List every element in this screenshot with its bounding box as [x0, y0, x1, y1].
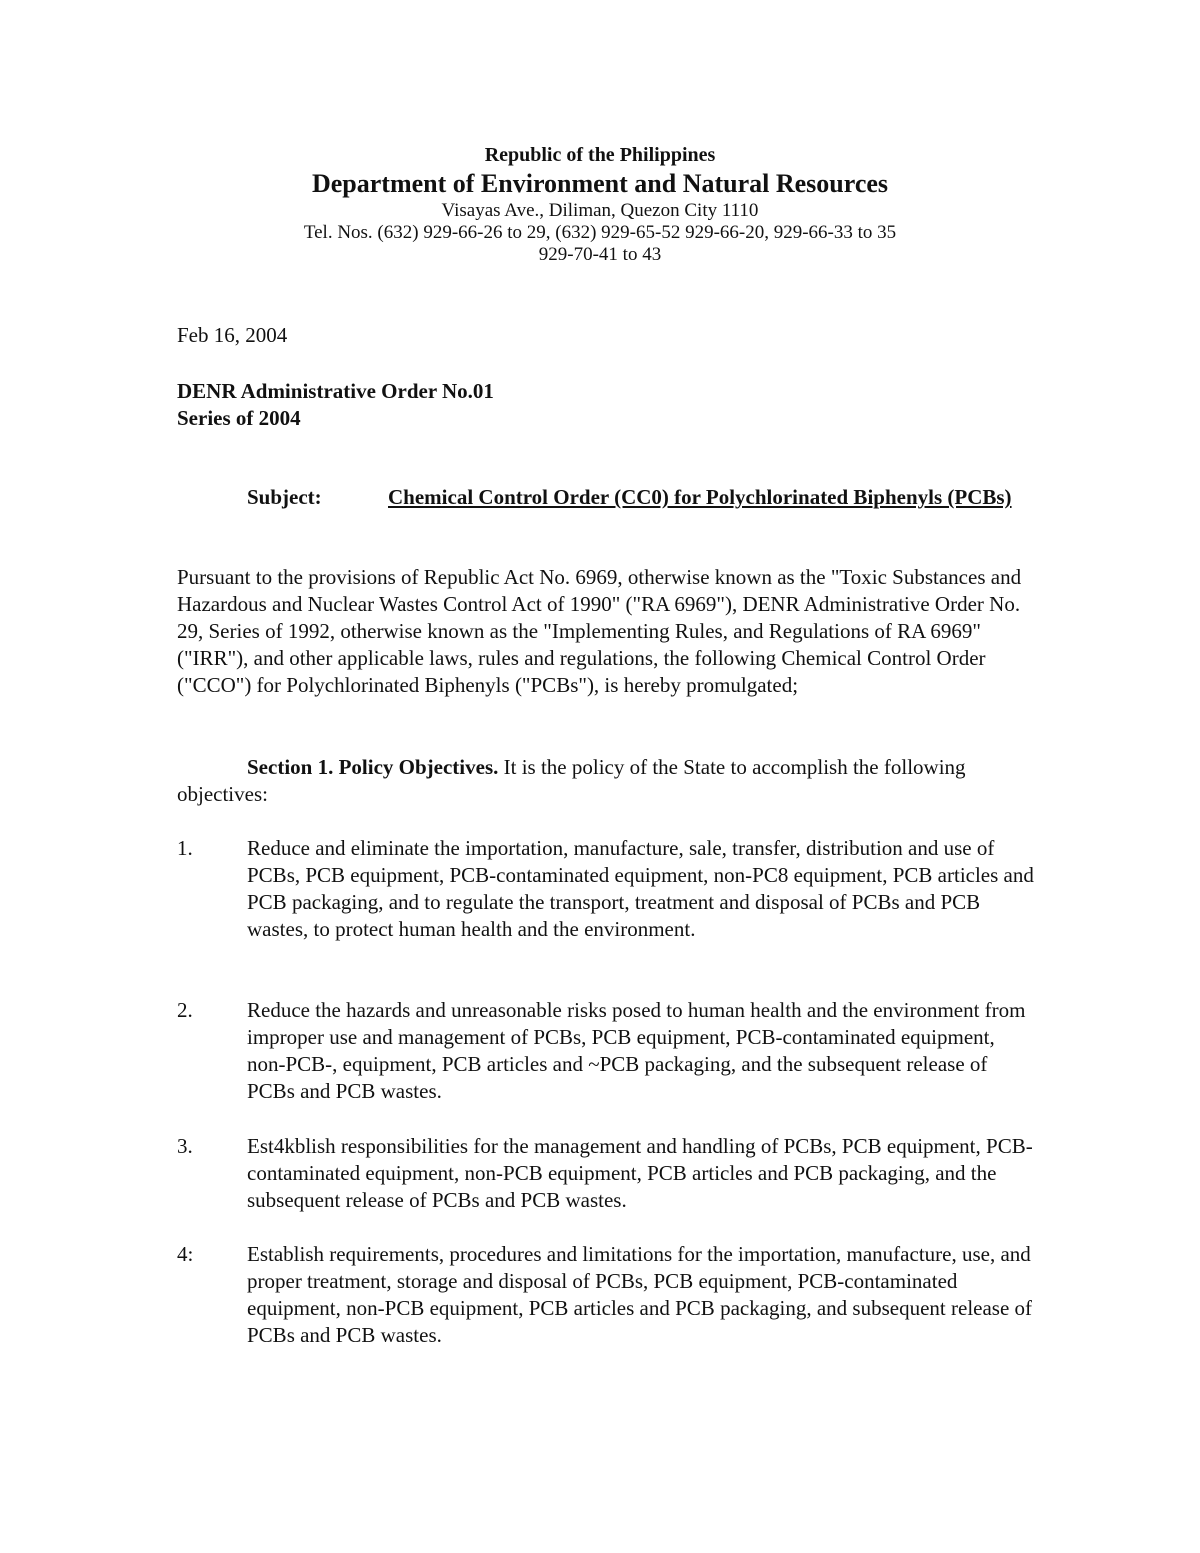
- objective-item: [177, 1241, 1037, 1349]
- objective-item: [177, 835, 1037, 943]
- subject-label: Subject:: [247, 485, 322, 509]
- objective-number: 4:: [177, 1242, 194, 1266]
- objective-item: [177, 997, 1037, 1105]
- section-1-text: It is the policy of the State to accomplish the following objectives:: [177, 755, 966, 806]
- objective-text: Establish requirements, procedures and limitations for the importation, manufacture, use, and proper treatment, storage and disposal of PCBs, PCB equipment, PCB-contaminated equipment, non-PCB equipment, PCB articles and PCB packaging, and subsequent release of PCBs and PCB wastes.: [247, 1242, 1033, 1347]
- letterhead: [0, 142, 1200, 266]
- order-title: DENR Administrative Order No.01: [177, 379, 494, 403]
- section-1-paragraph: [177, 754, 1037, 808]
- letterhead-address: Visayas Ave., Diliman, Quezon City 1110: [441, 200, 759, 221]
- document-date: Feb 16, 2004: [177, 323, 288, 347]
- preamble-paragraph: Pursuant to the provisions of Republic Act No. 6969, otherwise known as the "Toxic Substances and Hazardous and Nuclear Wastes Control Act of 1990" ("RA 6969"), DENR Administrative Order No. 29, Series of 1992, otherwise known as the "Implementing Rules, and Regulations of RA 6969" ("IRR"), and other applicable laws, rules and regulations, the following Chemical Control Order ("CCO") for Polychlorinated Biphenyls ("PCBs"), is hereby promulgated;: [177, 565, 1022, 697]
- letterhead-telephone-line-2: 929-70-41 to 43: [538, 244, 662, 265]
- objective-text: Est4kblish responsibilities for the management and handling of PCBs, PCB equipment, PCB-contaminated equipment, non-PCB equipment, PCB articles and PCB packaging, and the subsequent release of PCBs and PCB wastes.: [247, 1134, 1033, 1212]
- letterhead-republic: Republic of the Philippines: [484, 144, 716, 166]
- objective-text: Reduce and eliminate the importation, manufacture, sale, transfer, distribution and use of PCBs, PCB equipment, PCB-contaminated equipment, non-PC8 equipment, PCB articles and PCB packaging, and to regulate the transport, treatment and disposal of PCBs and PCB wastes, to protect human health and the environment.: [247, 836, 1034, 941]
- subject-text: Chemical Control Order (CC0) for Polychlorinated Biphenyls (PCBs): [388, 485, 1012, 509]
- letterhead-telephone-line-1: Tel. Nos. (632) 929-66-26 to 29, (632) 929-65-52 929-66-20, 929-66-33 to 35: [303, 222, 897, 243]
- objective-number: 3.: [177, 1134, 193, 1158]
- letterhead-department: Department of Environment and Natural Resources: [311, 169, 889, 198]
- section-1-heading: Section 1. Policy Objectives.: [247, 755, 499, 779]
- order-series: Series of 2004: [177, 406, 301, 430]
- objective-number: 1.: [177, 836, 193, 860]
- objective-text: Reduce the hazards and unreasonable risks posed to human health and the environment from improper use and management of PCBs, PCB equipment, PCB-contaminated equipment, non-PCB-, equipment, PCB articles and ~PCB packaging, and the subsequent release of PCBs and PCB wastes.: [247, 998, 1026, 1103]
- order-heading: [177, 378, 494, 432]
- objective-item: [177, 1133, 1037, 1214]
- objective-number: 2.: [177, 998, 193, 1022]
